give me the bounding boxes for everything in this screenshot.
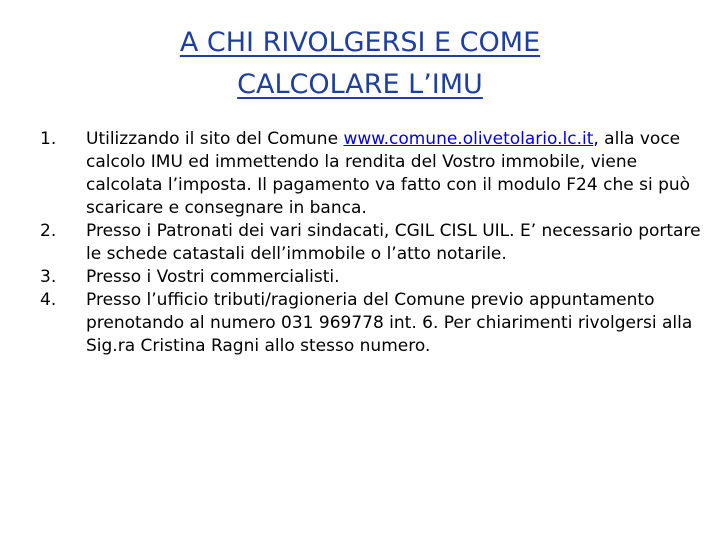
comune-website-link[interactable]: www.comune.olivetolario.lc.it: [343, 129, 594, 149]
list-item-1: [0, 128, 720, 220]
page-title: [60, 22, 660, 106]
list-item-2: [0, 220, 720, 266]
title-line-2: CALCOLARE L’IMU: [237, 69, 483, 100]
list-text: , alla voce calcolo IMU ed immettendo la rendita del Vostro immobile, viene calcolata l’imposta. Il pagamento va fatto con il modulo F24 che si può scaricare e consegnare in banca.: [86, 129, 691, 218]
list-number: 1.: [40, 129, 57, 149]
list-item-3: [0, 266, 720, 289]
list-text: Presso l’ufficio tributi/ragioneria del Comune previo appuntamento prenotando al numero 031 969778 int. 6. Per chiarimenti rivolgersi alla Sig.ra Cristina Ragni allo stesso numero.: [86, 290, 693, 356]
list-text: Utilizzando il sito del Comune: [86, 129, 344, 149]
list-number: 3.: [40, 267, 57, 287]
instructions-list: [0, 128, 720, 358]
list-text: Presso i Vostri commercialisti.: [86, 267, 340, 287]
list-number: 4.: [40, 290, 57, 310]
list-number: 2.: [40, 221, 57, 241]
list-text: Presso i Patronati dei vari sindacati, CGIL CISL UIL. E’ necessario portare le schede catastali dell’immobile o l’atto notarile.: [86, 221, 701, 264]
title-line-1: A CHI RIVOLGERSI E COME: [179, 27, 541, 58]
list-item-4: [0, 289, 720, 358]
